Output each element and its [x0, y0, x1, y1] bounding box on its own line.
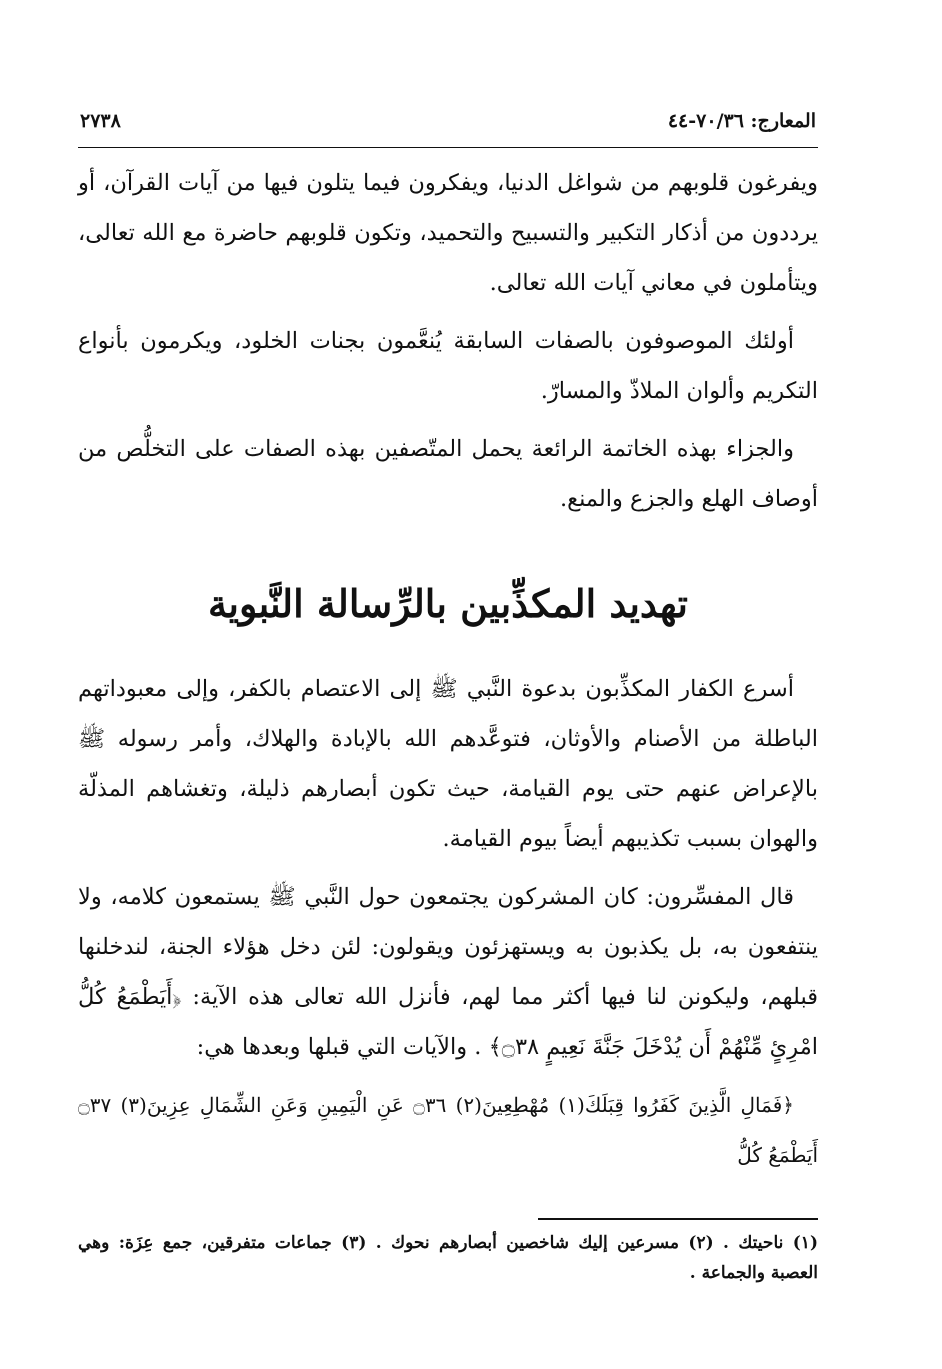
page-number: ٢٧٣٨ — [80, 110, 121, 132]
paragraph: ويفرغون قلوبهم من شواغل الدنيا، ويفكرون فيما يتلون فيها من آيات القرآن، أو يرددون من أذكار التكبير والتسبيح والتحميد، وتكون قلوبهم حاضرة مع الله تعالى، ويتأملون في معاني آيات الله تعالى. — [78, 170, 818, 296]
page-header — [78, 110, 818, 148]
book-page — [78, 110, 818, 1288]
section-title: تهديد المكذِّبين بالرِّسالة النَّبوية — [208, 581, 688, 626]
paragraph: قال المفسِّرون: كان المشركون يجتمعون حول النَّبي ﷺ يستمعون كلامه، ولا ينتفعون به، بل يكذبون به ويستهزئون ويقولون: لئن دخل هؤلاء الجنة، لندخلنها قبلهم، وليكونن لنا فيها أكثر مما لهم، فأنزل الله تعالى هذه الآية: ﴿أَيَطْمَعُ كُلُّ امْرِئٍ مِّنْهُمْ أَن يُدْخَلَ جَنَّةَ نَعِيمٍ ۝٣٨﴾ . والآيات التي قبلها وبعدها هي: — [78, 884, 818, 1060]
chapter-reference: المعارج: ٧٠/٣٦-٤٤ — [667, 110, 816, 132]
footnote-divider — [538, 1218, 818, 1220]
paragraph: أولئك الموصوفون بالصفات السابقة يُنعَّمون بجنات الخلود، ويكرمون بأنواع التكريم وألوان الملاذّ والمسارّ. — [78, 328, 818, 404]
footnotes: (١) ناحيتك . (٢) مسرعين إليك شاخصين أبصارهم نحوك . (٣) جماعات متفرقين، جمع عِزَة: وهي العصبة والجماعة . — [78, 1233, 818, 1283]
paragraph: أسرع الكفار المكذِّبون بدعوة النَّبي ﷺ إلى الاعتصام بالكفر، وإلى معبوداتهم الباطلة من الأصنام والأوثان، فتوعَّدهم الله بالإبادة والهلاك، وأمر رسوله ﷺ بالإعراض عنهم حتى يوم القيامة، حيث تكون أبصارهم ذليلة، وتغشاهم المذلّة والهوان بسبب تكذيبهم أيضاً بيوم القيامة. — [78, 676, 818, 852]
paragraph: والجزاء بهذه الخاتمة الرائعة يحمل المتّصفين بهذه الصفات على التخلُّص من أوصاف الهلع والجزع والمنع. — [78, 436, 818, 512]
main-text — [78, 158, 818, 1180]
quran-verse: ﴿فَمَالِ الَّذِينَ كَفَرُوا قِبَلَكَ(١) مُهْطِعِينَ(٢) ۝٣٦ عَنِ الْيَمِينِ وَعَنِ الشِّمَالِ عِزِينَ(٣) ۝٣٧ أَيَطْمَعُ كُلُّ — [78, 1093, 818, 1167]
